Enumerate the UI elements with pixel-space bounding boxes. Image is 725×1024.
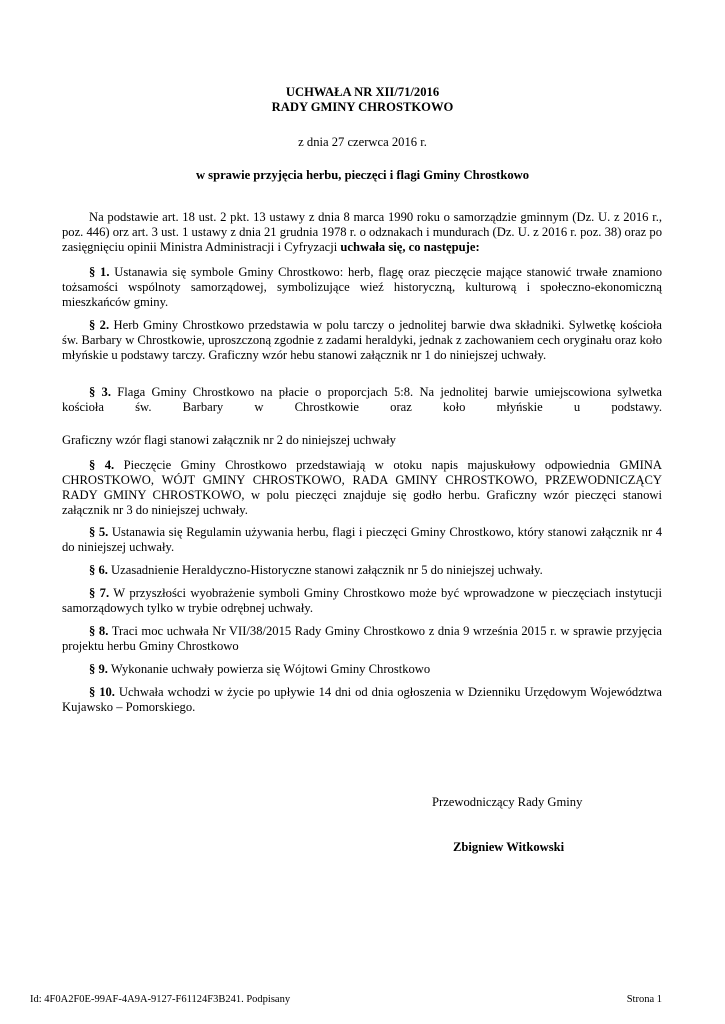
title-line-1: UCHWAŁA NR XII/71/2016 — [285, 85, 440, 99]
section-number: § 7. — [89, 586, 110, 600]
preamble-text: Na podstawie art. 18 ust. 2 pkt. 13 ustawy z dnia 8 marca 1990 roku o samorządzie gminnym (Dz. U. z 2016 r., poz. 446) orz art. 3 ust. 1 ustawy z dnia 21 grudnia 1978 r. o odznakach i mundurach (Dz. U. z 2016 r. poz. 38) oraz po zasięgnięciu opinii Ministra Administracji i Cyfryzacji — [62, 210, 662, 254]
title-line-2: RADY GMINY CHROSTKOWO — [271, 100, 454, 114]
preamble-bold: uchwała się, co następuje: — [340, 240, 480, 254]
document-id: Id: 4F0A2F0E-99AF-4A9A-9127-F61124F3B241. Podpisany — [30, 994, 291, 1005]
section-4 — [62, 458, 662, 518]
section-5 — [62, 525, 662, 555]
section-1 — [62, 265, 662, 310]
section-number: § 8. — [89, 624, 109, 638]
section-3-graphic-note: Graficzny wzór flagi stanowi załącznik nr 2 do niniejszej uchwały — [62, 433, 396, 447]
section-7 — [62, 586, 662, 616]
section-3 — [62, 385, 662, 415]
section-8 — [62, 624, 662, 654]
section-text: Wykonanie uchwały powierza się Wójtowi Gminy Chrostkowo — [110, 662, 431, 676]
section-number: § 6. — [89, 563, 108, 577]
section-number: § 2. — [89, 318, 110, 332]
resolution-subject: w sprawie przyjęcia herbu, pieczęci i flagi Gminy Chrostkowo — [195, 168, 530, 182]
section-text: Herb Gminy Chrostkowo przedstawia w polu tarczy o jednolitej barwie dwa składniki. Sylwetkę kościoła św. Barbary w Chrostkowie, uproszczoną zgodnie z zadami heraldyki, jednak z zachowaniem cech oryginału oraz koło młyńskie u podstawy tarczy. Graficzny wzór hebu stanowi załącznik nr 1 do niniejszej uchwały. — [62, 318, 662, 362]
section-text: Pieczęcie Gminy Chrostkowo przedstawiają w otoku napis majuskułowy odpowiednia GMINA CHROSTKOWO, WÓJT GMINY CHROSTKOWO, RADA GMINY CHROSTKOWO, PRZEWODNICZĄCY RADY GMINY CHROSTKOWO, w polu pieczęci znajduje się godło herbu. Graficzny wzór pieczęci stanowi załącznik nr 3 do niniejszej uchwały. — [62, 458, 662, 517]
section-10 — [62, 685, 662, 715]
signature-role: Przewodniczący Rady Gminy — [432, 795, 583, 809]
section-2 — [62, 318, 662, 363]
section-number: § 10. — [89, 685, 115, 699]
section-text: W przyszłości wyobrażenie symboli Gminy Chrostkowo może być wprowadzone w pieczęciach instytucji samorządowych tylko w trybie odrębnej uchwały. — [62, 586, 662, 615]
section-text: Ustanawia się symbole Gminy Chrostkowo: herb, flagę oraz pieczęcie mające stanowić trwałe znamiono tożsamości wspólnoty samorządowej, symbolizujące wieź historyczną, kulturową i społeczno-ekonomiczną mieszkańców gminy. — [62, 265, 663, 309]
signature-name: Zbigniew Witkowski — [453, 840, 565, 854]
section-6 — [62, 563, 662, 578]
section-number: § 1. — [89, 265, 110, 279]
page-number: Strona 1 — [626, 994, 662, 1005]
preamble — [62, 210, 662, 255]
section-number: § 9. — [89, 662, 108, 676]
section-text: Uzasadnienie Heraldyczno-Historyczne stanowi załącznik nr 5 do niniejszej uchwały. — [111, 563, 543, 577]
section-text: Uchwała wchodzi w życie po upływie 14 dni od dnia ogłoszenia w Dzienniku Urzędowym Województwa Kujawsko – Pomorskiego. — [62, 685, 662, 714]
section-text: Ustanawia się Regulamin używania herbu, flagi i pieczęci Gminy Chrostkowo, który stanowi załącznik nr 4 do niniejszej uchwały. — [62, 525, 663, 554]
resolution-date: z dnia 27 czerwca 2016 r. — [298, 135, 427, 149]
section-text: Traci moc uchwała Nr VII/38/2015 Rady Gminy Chrostkowo z dnia 9 września 2015 r. w sprawie przyjęcia projektu herbu Gminy Chrostkowo — [62, 624, 663, 653]
section-number: § 4. — [89, 458, 115, 472]
section-9 — [62, 662, 662, 677]
section-text: Flaga Gminy Chrostkowo na płacie o proporcjach 5:8. Na jednolitej barwie umiejscowiona sylwetka kościoła św. Barbary w Chrostkowie oraz koło młyńskie u podstawy. — [62, 385, 662, 414]
section-number: § 3. — [89, 385, 111, 399]
section-number: § 5. — [89, 525, 109, 539]
